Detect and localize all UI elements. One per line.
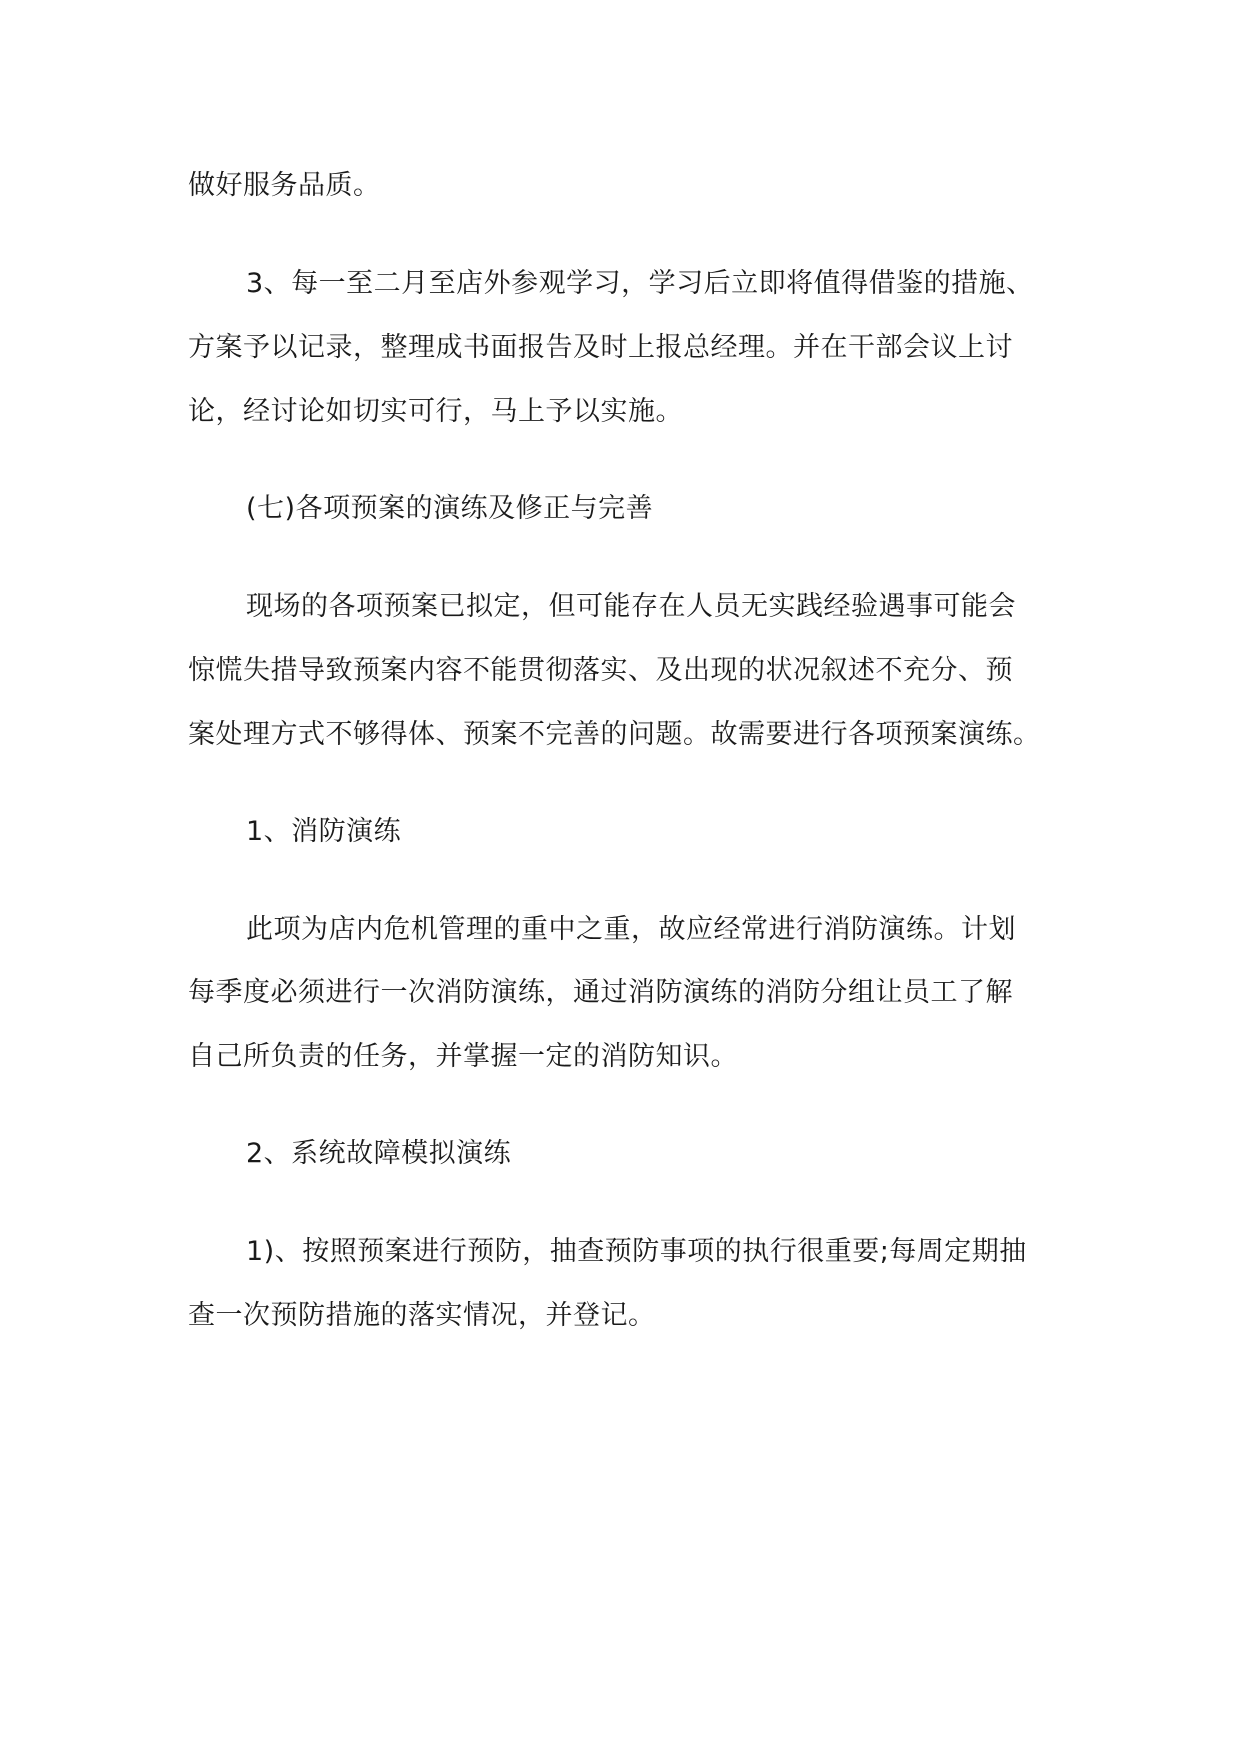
paragraph-line: 方案予以记录，整理成书面报告及时上报总经理。并在干部会议上讨: [188, 332, 1013, 363]
paragraph-line: 1)、按照预案进行预防，抽查预防事项的执行很重要;每周定期抽: [246, 1236, 1027, 1267]
paragraph-line: 查一次预防措施的落实情况，并登记。: [188, 1300, 656, 1331]
subsection-heading: 2、系统故障模拟演练: [246, 1138, 512, 1169]
paragraph-line: 3、每一至二月至店外参观学习，学习后立即将值得借鉴的措施、: [246, 268, 1034, 299]
paragraph-line: 每季度必须进行一次消防演练，通过消防演练的消防分组让员工了解: [188, 977, 1013, 1008]
subsection-heading: 1、消防演练: [246, 816, 402, 847]
paragraph-line: 现场的各项预案已拟定，但可能存在人员无实践经验遇事可能会: [246, 591, 1016, 622]
section-heading: (七)各项预案的演练及修正与完善: [246, 493, 654, 524]
paragraph-line: 惊慌失措导致预案内容不能贯彻落实、及出现的状况叙述不充分、预: [188, 655, 1013, 686]
paragraph-line: 自己所负责的任务，并掌握一定的消防知识。: [188, 1041, 738, 1072]
paragraph-line: 案处理方式不够得体、预案不完善的问题。故需要进行各项预案演练。: [188, 719, 1041, 750]
paragraph-line: 做好服务品质。: [188, 170, 381, 201]
paragraph-line: 论，经讨论如切实可行，马上予以实施。: [188, 396, 683, 427]
paragraph-line: 此项为店内危机管理的重中之重，故应经常进行消防演练。计划: [246, 914, 1016, 945]
